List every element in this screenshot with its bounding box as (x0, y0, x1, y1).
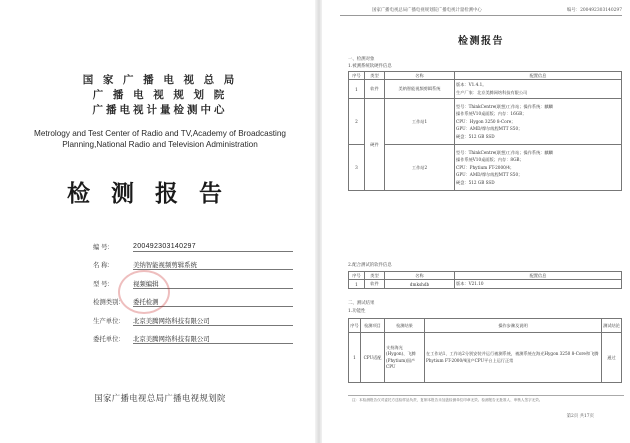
spec-line: 型号：ThinkCentre(联想)工作站；操作系统：麒麟 (456, 103, 553, 109)
col-header: 名称 (385, 72, 455, 80)
section-2-heading: 2.配合测试的软件信息 (348, 263, 392, 268)
cell-no: 1 (349, 280, 365, 289)
cell-description: 在工作站1、工作站2分别安装并运行被测系统，被测系统在海光Hygon 3250 8-Core和飞腾Phytium FT-2000/4国产CPU平台上运行正常 (425, 333, 602, 383)
col-header: 检测结果 (385, 319, 425, 333)
col-header: 序号 (349, 72, 365, 80)
header-number: 编号：200492303140297 (566, 8, 622, 13)
meta-row-number (93, 237, 293, 256)
table-header-row (349, 272, 622, 280)
col-header: 类型 (365, 272, 385, 280)
cell-type: 软件 (365, 280, 385, 289)
table-row (349, 145, 622, 191)
cell-name: dmkshdb (385, 280, 455, 289)
section-3-subheading: 1.功能性 (348, 309, 366, 314)
cell-conclusion: 通过 (602, 333, 622, 383)
section-1-heading: 一、检测对象 (348, 57, 375, 62)
cell-name: 美纳智能视频剪辑系统 (385, 80, 455, 99)
meta-label: 名 称: (93, 262, 110, 270)
spec-line: GPU：AMD/摩尔线程MTT S50； (456, 172, 523, 178)
report-title: 检测报告 (458, 36, 504, 47)
col-header: 测试结论 (602, 319, 622, 333)
cell-no: 2 (349, 99, 365, 145)
test-results-table (348, 318, 622, 383)
spec-line: 版本：V1.4.1。 (456, 82, 487, 88)
meta-label: 生产单位: (93, 317, 121, 325)
client: 北京美腾网络科技有限公司 (133, 336, 210, 344)
product-name: 美纳智能视频剪辑系统 (133, 262, 197, 270)
cell-name: 工作站2 (385, 145, 455, 191)
meta-row-client (93, 330, 293, 349)
product-model: 视频编辑 (133, 280, 159, 288)
table-row (349, 80, 622, 99)
companion-software-table (348, 271, 622, 289)
cell-no: 3 (349, 145, 365, 191)
table-row (349, 99, 622, 145)
cell-config (455, 99, 622, 145)
spec-line: 操作系统V10桌面版；内存：8GB； (456, 157, 524, 163)
meta-row-name (93, 256, 293, 275)
report-number: 200492303140297 (133, 242, 196, 250)
org-name-line-1: 国 家 广 播 电 视 总 局 (82, 74, 238, 86)
meta-label: 编 号: (93, 243, 110, 251)
table-header-row (349, 72, 622, 80)
cell-config (455, 80, 622, 99)
test-category: 委托检测 (133, 299, 159, 307)
cover-footer-org: 国家广播电视总局广播电视规划院 (94, 393, 226, 403)
org-name-english: Metrology and Test Center of Radio and TV,Academy of Broadcasting Planning,National Radio and Television Administration (34, 129, 286, 149)
table-row (349, 333, 622, 383)
cell-name: 工作站1 (385, 99, 455, 145)
col-header: 类型 (365, 72, 385, 80)
report-header (372, 7, 622, 13)
spec-line: CPU：Hygon 3250 8-Core； (456, 118, 516, 124)
report-page (322, 0, 630, 443)
meta-row-manufacturer (93, 311, 293, 330)
red-seal-stamp (118, 270, 170, 314)
spec-line: 生产厂家：北京美腾网络科技有限公司 (456, 90, 528, 95)
section-3-heading: 二、测试结果 (348, 301, 375, 306)
spec-line: 硬盘：512 GB SSD (456, 179, 495, 185)
table-header-row (349, 319, 622, 333)
col-header: 序号 (349, 272, 365, 280)
cell-result: 支持海光(Hygon)、飞腾(Phytium)国产CPU (385, 333, 425, 383)
meta-label: 委托单位: (93, 336, 121, 344)
spec-line: GPU：AMD/摩尔线程MTT S50； (456, 126, 523, 132)
header-rule (340, 15, 622, 16)
col-header: 名称 (385, 272, 455, 280)
spec-line: 型号：ThinkCentre(联想)工作站；操作系统：麒麟 (456, 149, 553, 155)
cell-no: 1 (349, 80, 365, 99)
table-row (349, 280, 622, 289)
section-1-subheading: 1.被测系统软硬件信息 (348, 64, 392, 69)
cell-type: 软件 (365, 80, 385, 99)
col-header: 检测项目 (361, 319, 385, 333)
report-footnote: 注：本检测报告仅对委托方送检样品负责，复制本报告未加盖检测单位印章无效。检测报告无批准人、审核人签字无效。 (352, 398, 543, 402)
spec-line: CPU：Phytium FT-2000/4； (456, 164, 515, 170)
cell-no: 1 (349, 333, 361, 383)
meta-label: 检测类别: (93, 299, 121, 307)
col-header: 配置信息 (455, 72, 622, 80)
manufacturer: 北京美腾网络科技有限公司 (133, 317, 210, 325)
cell-type: 硬件 (365, 99, 385, 191)
cell-item: CPU适配 (361, 333, 385, 383)
col-header: 操作步骤及说明 (425, 319, 602, 333)
meta-label: 型 号: (93, 280, 110, 288)
cell-config (455, 145, 622, 191)
page-number: 第2页 共17页 (566, 414, 594, 419)
col-header: 序号 (349, 319, 361, 333)
header-org: 国家广播电视总局广播电视规划院广播电视计量检测中心 (372, 8, 482, 13)
org-name-line-2: 广 播 电 视 规 划 院 (92, 89, 228, 101)
cover-title: 检测报告 (67, 180, 243, 207)
software-hardware-table (348, 71, 622, 191)
spec-line: 硬盘：512 GB SSD (456, 133, 495, 139)
cell-config: 版本：V21.10 (455, 280, 622, 289)
spec-line: 操作系统V10桌面版；内存：16GB； (456, 111, 527, 117)
footer-rule (348, 395, 624, 396)
org-name-line-3: 广播电视计量检测中心 (92, 104, 228, 116)
col-header: 配置信息 (455, 272, 622, 280)
